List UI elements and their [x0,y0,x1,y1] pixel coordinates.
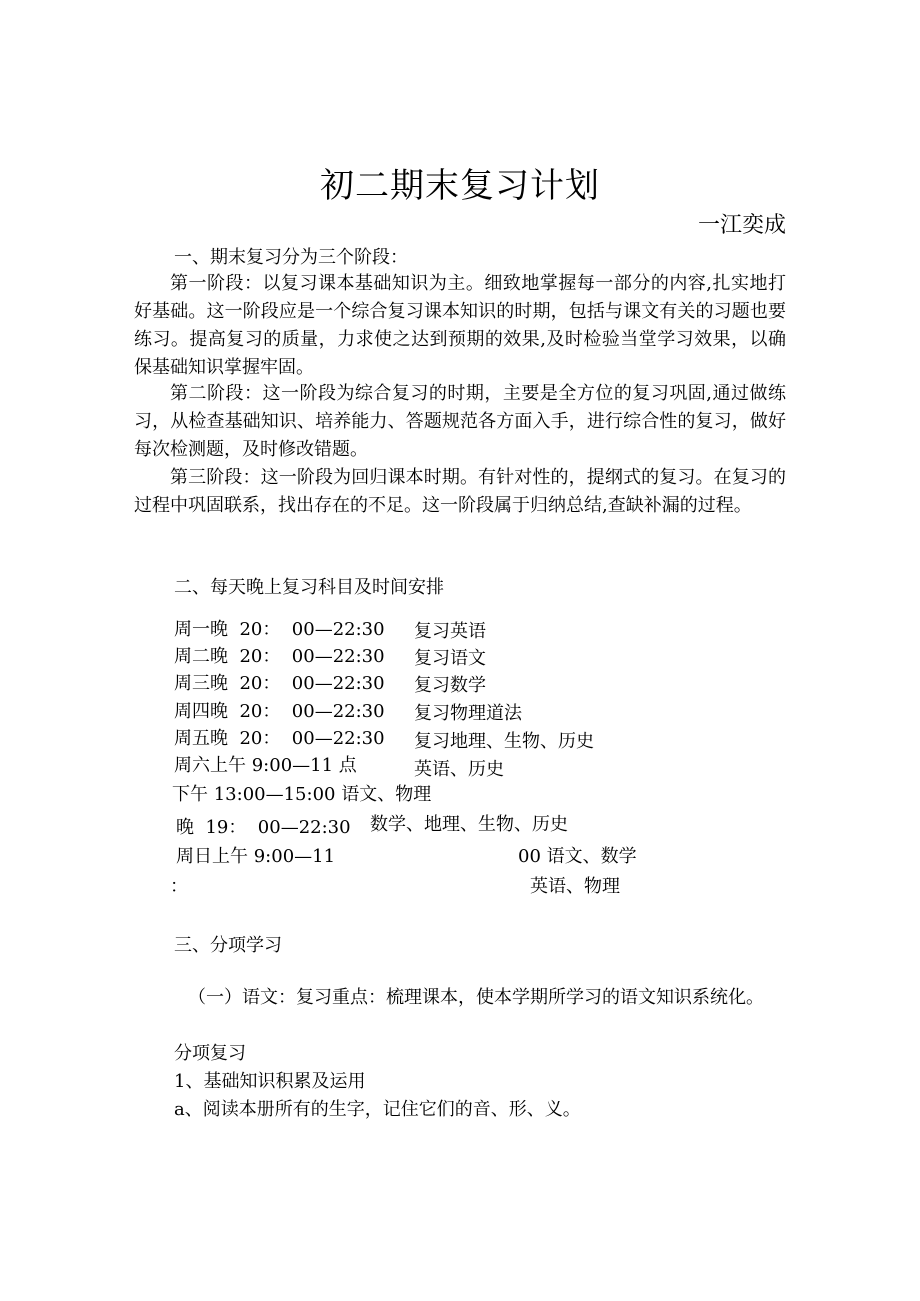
saturday-evening-time: 晚 19： 00—22:30 [176,817,351,838]
schedule-subject: 英语、历史 [414,759,504,780]
section2-heading: 二、每天晚上复习科目及时间安排 [174,577,444,598]
sub-heading: 分项复习 [174,1043,246,1064]
stage2-paragraph: 第二阶段：这一阶段为综合复习的时期，主要是全方位的复习巩固,通过做练习，从检查基础知识、培养能力、答题规范各方面入手，进行综合性的复习，做好每次检测题，及时修改错题。 [134,383,786,460]
saturday-afternoon: 下午 13:00—15:00 语文、物理 [172,784,432,805]
section1-heading: 一、期末复习分为三个阶段： [174,247,408,268]
schedule-subject: 复习地理、生物、历史 [414,731,594,752]
sunday-morning-colon: ： [170,876,188,897]
list-item: a、阅读本册所有的生字，记住它们的音、形、义。 [174,1099,581,1120]
schedule-subject: 复习英语 [414,621,486,642]
sunday-morning-time: 周日上午 9:00—11 [176,846,336,867]
author-name: 一江奕成 [697,213,786,238]
stage1-paragraph: 第一阶段：以复习课本基础知识为主。细致地掌握每一部分的内容,扎实地打好基础。这一阶段应是一个综合复习课本知识的时期，包括与课文有关的习题也要练习。提高复习的质量，力求使之达到预期的效果,及时检验当堂学习效果，以确保基础知识掌握牢固。 [134,273,786,378]
schedule-time: 周四晚 20： 00—22:30 [174,701,385,722]
schedule-time: 周三晚 20： 00—22:30 [174,673,385,694]
schedule-subject: 复习数学 [414,675,486,696]
sunday-morning-subject: 00 语文、数学 [518,846,637,867]
chinese-intro-paragraph: （一）语文：复习重点：梳理课本，使本学期所学习的语文知识系统化。 [188,987,764,1008]
schedule-time: 周二晚 20： 00—22:30 [174,646,385,667]
schedule-time: 周一晚 20： 00—22:30 [174,619,385,640]
schedule-subject: 复习语文 [414,648,486,669]
schedule-time: 周五晚 20： 00—22:30 [174,728,385,749]
saturday-evening-subject: 数学、地理、生物、历史 [370,814,568,835]
list-item: 1、基础知识积累及运用 [174,1071,366,1092]
page-title: 初二期末复习计划 [320,166,600,206]
section3-heading: 三、分项学习 [174,935,282,956]
schedule-time: 周六上午 9:00—11 点 [174,755,357,776]
sunday-morning-subject-2: 英语、物理 [530,876,620,897]
schedule-subject: 复习物理道法 [414,703,522,724]
stage3-paragraph: 第三阶段：这一阶段为回归课本时期。有针对性的，提纲式的复习。在复习的过程中巩固联系，找出存在的不足。这一阶段属于归纳总结,查缺补漏的过程。 [134,467,786,516]
